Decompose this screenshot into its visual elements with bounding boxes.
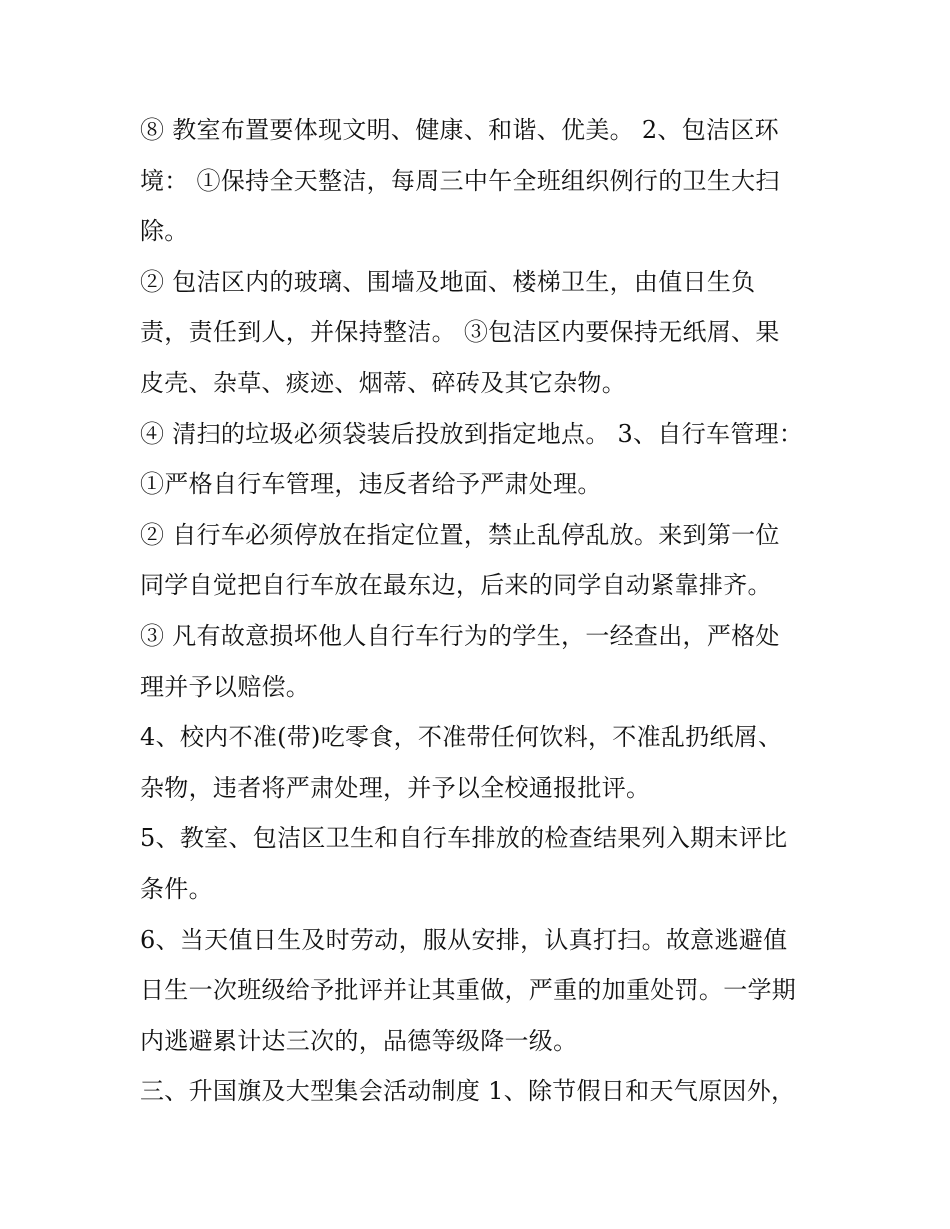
text-line: 杂物，违者将严肃处理，并予以全校通报批评。 [140,773,651,802]
text-line: ⑧ 教室布置要体现文明、健康、和谐、优美。 2、包洁区环 [140,116,779,144]
text-line: 境： ①保持全天整洁，每周三中午全班组织例行的卫生大扫 [140,166,780,195]
text-line: ④ 清扫的垃圾必须袋装后投放到指定地点。 3、自行车管理： [140,419,804,448]
text-line: 4、校内不准(带)吃零食，不准带任何饮料，不准乱扔纸屑、 [140,723,783,752]
text-line: ③ 凡有故意损坏他人自行车行为的学生，一经查出，严格处 [140,621,780,650]
text-line: 内逃避累计达三次的，品德等级降一级。 [140,1026,578,1055]
text-line: 责，责任到人，并保持整洁。 ③包洁区内要保持无纸屑、果 [140,318,780,347]
text-line: 除。 [140,217,189,246]
text-line: ② 自行车必须停放在指定位置，禁止乱停乱放。来到第一位 [140,520,780,549]
text-line: 6、当天值日生及时劳动，服从安排，认真打扫。故意逃避值 [140,925,788,954]
text-line: 同学自觉把自行车放在最东边，后来的同学自动紧靠排齐。 [140,571,772,600]
document-body [140,105,830,1117]
text-line: 三、升国旗及大型集会活动制度 1、除节假日和天气原因外， [140,1077,796,1106]
text-line: 5、教室、包洁区卫生和自行车排放的检查结果列入期末评比 [140,824,788,853]
text-line: ② 包洁区内的玻璃、围墙及地面、楼梯卫生，由值日生负 [140,267,756,296]
text-line: 皮壳、杂草、痰迹、烟蒂、碎砖及其它杂物。 [140,368,626,397]
text-line: 理并予以赔偿。 [140,672,311,701]
text-line: 条件。 [140,874,213,903]
text-line: ①严格自行车管理，违反者给予严肃处理。 [140,470,602,499]
text-line: 日生一次班级给予批评并让其重做，严重的加重处罚。一学期 [140,976,797,1005]
